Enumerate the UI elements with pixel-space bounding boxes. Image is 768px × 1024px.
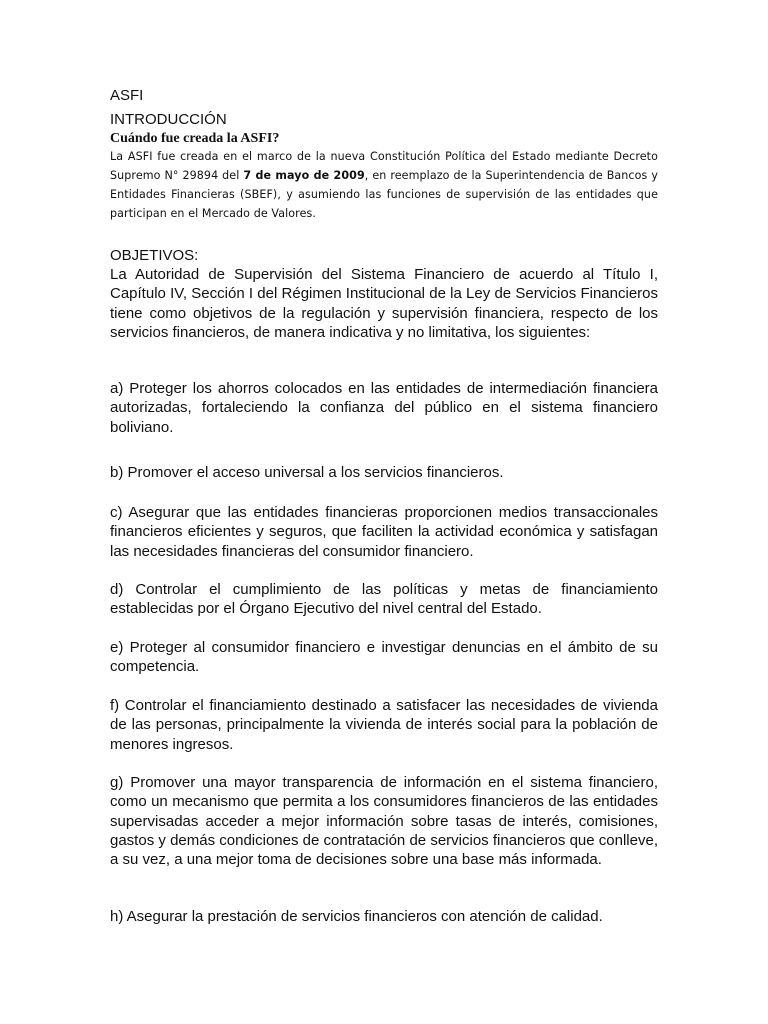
intro-paragraph [110,147,658,223]
intro-question: Cuándo fue creada la ASFI? [110,131,280,146]
org-title: ASFI [110,87,144,104]
objectives-heading: OBJETIVOS: [110,247,199,264]
objective-item-e: e) Proteger al consumidor financiero e investigar denuncias en el ámbito de su competencia. [110,639,658,676]
objective-item-d: d) Controlar el cumplimiento de las políticas y metas de financiamiento establecidas por el Órgano Ejecutivo del nivel central del Estado. [110,581,658,618]
objective-item-f: f) Controlar el financiamiento destinado a satisfacer las necesidades de vivienda de las personas, principalmente la vivienda de interés social para la población de menores ingresos. [110,697,658,753]
objectives-paragraph: La Autoridad de Supervisión del Sistema Financiero de acuerdo al Título I, Capítulo IV, Sección I del Régimen Institucional de la Ley de Servicios Financieros tiene como objetivos de la regulación y supervisión financiera, respecto de los servicios financieros, de manera indicativa y no limitativa, los siguientes: [110,266,658,341]
intro-text-1: La ASFI fue creada en el marco de la nueva Constitución Política del Estado mediante Decreto Supremo N° 29894 del [110,150,658,182]
section-title: INTRODUCCIÓN [110,111,227,128]
objective-item-a: a) Proteger los ahorros colocados en las entidades de intermediación financiera autorizadas, fortaleciendo la confianza del público en el sistema financiero boliviano. [110,380,658,436]
objective-item-c: c) Asegurar que las entidades financieras proporcionen medios transaccionales financieros eficientes y seguros, que faciliten la actividad económica y satisfagan las necesidades financieras del consumidor financiero. [110,504,658,560]
objective-item-g: g) Promover una mayor transparencia de información en el sistema financiero, como un mecanismo que permita a los consumidores financieros de las entidades supervisadas acceder a mejor información sobre tasas de interés, comisiones, gastos y demás condiciones de contratación de servicios financieros que conlleve, a su vez, a una mejor toma de decisiones sobre una base más informada. [110,774,658,869]
objective-item-b: b) Promover el acceso universal a los servicios financieros. [110,464,504,481]
objective-item-h: h) Asegurar la prestación de servicios financieros con atención de calidad. [110,908,603,925]
intro-date: 7 de mayo de 2009 [243,169,365,182]
intro-text-2: , en reemplazo de la Superintendencia de Bancos y Entidades Financieras (SBEF), y asumiendo las funciones de supervisión de las entidades que participan en el Mercado de Valores. [110,169,658,220]
